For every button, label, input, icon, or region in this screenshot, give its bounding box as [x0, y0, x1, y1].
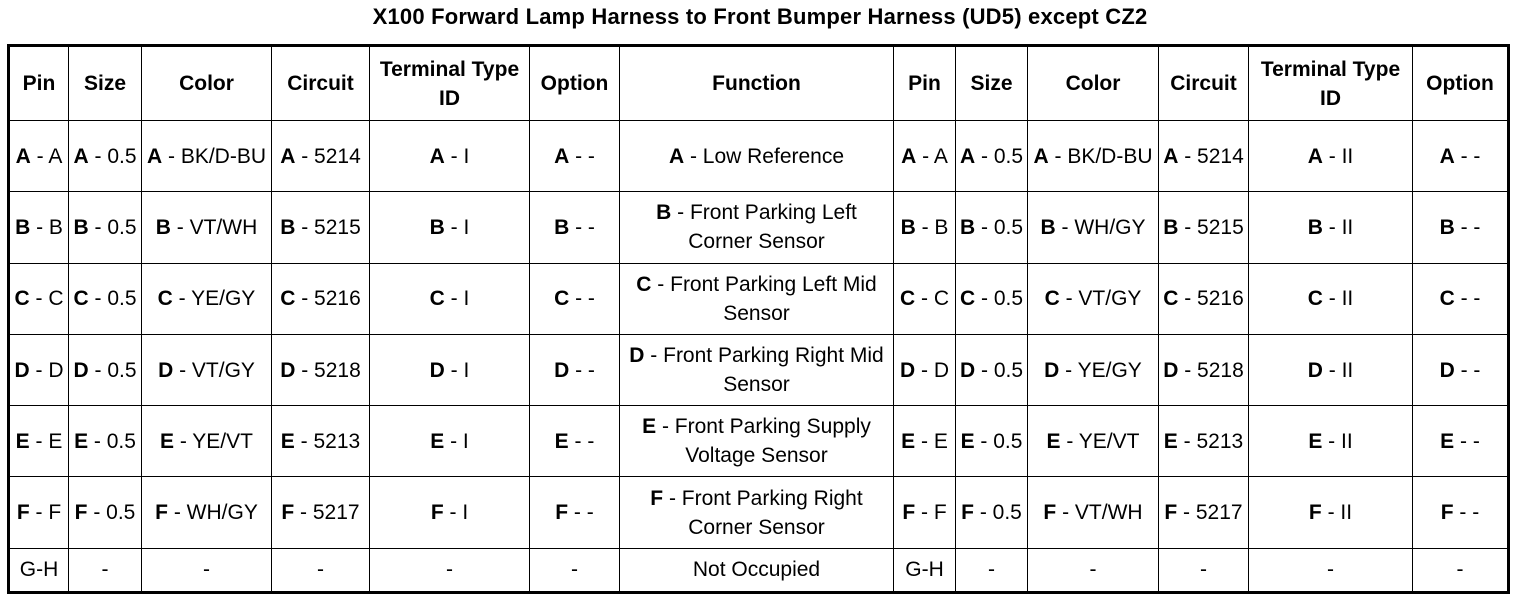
pin-cell-2 [894, 406, 956, 477]
cell-value: - 5218 [295, 358, 361, 382]
size-cell-2 [956, 192, 1028, 263]
pin-letter: C [959, 287, 976, 311]
cell-value: - - [569, 144, 595, 168]
option-cell-2 [1413, 192, 1509, 263]
pin-letter: E [1163, 429, 1178, 453]
cell-value: - Front Parking Left Corner Sensor [671, 201, 857, 254]
cell-value: - A [30, 144, 63, 168]
cell-value: - - [568, 429, 595, 453]
pin-letter: E [1440, 429, 1455, 453]
pin-letter: C [1163, 287, 1179, 311]
terminal-cell [370, 263, 530, 334]
cell-value: - Front Parking Right Mid Sensor [644, 344, 884, 397]
option-cell [530, 406, 620, 477]
circuit-cell [272, 263, 370, 334]
size-cell [69, 406, 142, 477]
cell-value: - D [915, 358, 949, 382]
pin-cell [9, 121, 69, 192]
cell-value: - 5216 [1178, 287, 1244, 311]
option-cell-2 [1413, 121, 1509, 192]
pin-letter: E [74, 429, 89, 453]
pin-letter: F [555, 501, 569, 525]
header-pin: Pin [9, 46, 69, 121]
pin-letter: C [429, 287, 445, 311]
pin-cell-2: G-H [894, 548, 956, 592]
option-cell [530, 192, 620, 263]
pin-cell-2 [894, 121, 956, 192]
pin-letter: E [280, 429, 295, 453]
function-cell: Not Occupied [620, 548, 894, 592]
pin-letter: B [15, 215, 31, 239]
cell-value: - - [1454, 358, 1481, 382]
cell-value: - YE/GY [1059, 358, 1142, 382]
cell-value: - 0.5 [88, 287, 137, 311]
cell-value: - - [569, 358, 595, 382]
pin-letter: C [73, 287, 89, 311]
circuit-cell-2 [1159, 121, 1249, 192]
cell-value: - WH/GY [168, 501, 258, 525]
terminal-cell-2 [1249, 263, 1413, 334]
pin-letter: C [554, 287, 570, 311]
pin-cell-2 [894, 263, 956, 334]
pin-cell [9, 477, 69, 548]
pin-letter: A [1163, 144, 1179, 168]
terminal-cell [370, 192, 530, 263]
pin-letter: E [642, 415, 657, 439]
cell-value: - Front Parking Supply Voltage Sensor [656, 415, 871, 468]
pin-letter: E [160, 429, 175, 453]
pin-letter: B [900, 215, 916, 239]
pin-letter: B [429, 215, 445, 239]
cell-value: - D [29, 358, 64, 382]
pin-letter: C [14, 287, 30, 311]
table-row [9, 192, 1509, 263]
pin-letter: B [1040, 215, 1056, 239]
circuit-cell: - [272, 548, 370, 592]
circuit-cell [272, 192, 370, 263]
pin-letter: A [554, 144, 570, 168]
pin-letter: C [1439, 287, 1455, 311]
pin-letter: F [1440, 501, 1454, 525]
header-pin-2: Pin [894, 46, 956, 121]
cell-value: - Front Parking Left Mid Sensor [651, 272, 877, 325]
cell-value: - 0.5 [88, 144, 137, 168]
circuit-cell [272, 121, 370, 192]
cell-value: - II [1322, 287, 1354, 311]
pin-letter: A [15, 144, 31, 168]
pin-letter: C [1044, 287, 1060, 311]
color-cell [142, 121, 272, 192]
header-size: Size [69, 46, 142, 121]
pin-cell [9, 406, 69, 477]
cell-value: - VT/WH [1056, 501, 1143, 525]
pin-letter: B [1307, 215, 1323, 239]
color-cell [142, 406, 272, 477]
header-color: Color [142, 46, 272, 121]
color-cell-2 [1028, 192, 1159, 263]
cell-value: - 0.5 [974, 429, 1023, 453]
option-cell-2: - [1413, 548, 1509, 592]
pin-letter: B [656, 201, 672, 225]
cell-value: - 0.5 [975, 215, 1024, 239]
pin-letter: E [1308, 429, 1323, 453]
option-cell-2 [1413, 406, 1509, 477]
cell-value: - VT/GY [173, 358, 255, 382]
pin-letter: F [902, 501, 916, 525]
cell-value: - II [1322, 358, 1354, 382]
cell-value: - WH/GY [1055, 215, 1146, 239]
pin-letter: A [1439, 144, 1455, 168]
pin-letter: E [960, 429, 975, 453]
circuit-cell-2 [1159, 477, 1249, 548]
pin-letter: E [15, 429, 30, 453]
cell-value: - 5218 [1178, 358, 1244, 382]
table-row [9, 121, 1509, 192]
cell-value: - Front Parking Right Corner Sensor [663, 486, 863, 539]
cell-value: - - [569, 287, 595, 311]
cell-value: - 0.5 [88, 358, 137, 382]
pin-letter: E [554, 429, 569, 453]
pin-letter: D [554, 358, 570, 382]
pin-letter: B [1163, 215, 1179, 239]
terminal-cell-2 [1249, 121, 1413, 192]
option-cell-2 [1413, 263, 1509, 334]
size-cell-2 [956, 121, 1028, 192]
circuit-cell-2 [1159, 334, 1249, 405]
pin-letter: A [1307, 144, 1323, 168]
cell-value: - E [29, 429, 63, 453]
cell-value: - II [1322, 144, 1354, 168]
pin-letter: A [146, 144, 163, 168]
cell-value: - A [916, 144, 948, 168]
cell-value: - BK/D-BU [162, 144, 266, 168]
page-title: X100 Forward Lamp Harness to Front Bumper Harness (UD5) except CZ2 [372, 4, 1148, 29]
cell-value: - I [443, 501, 469, 525]
circuit-cell [272, 406, 370, 477]
cell-value: - 5217 [294, 501, 360, 525]
color-cell: - [142, 548, 272, 592]
color-cell-2 [1028, 477, 1159, 548]
pin-letter: B [1439, 215, 1455, 239]
circuit-cell-2 [1159, 263, 1249, 334]
cell-value: - F [29, 501, 62, 525]
option-cell: - [530, 548, 620, 592]
option-cell-2 [1413, 477, 1509, 548]
function-cell [620, 477, 894, 548]
cell-value: - 0.5 [975, 287, 1024, 311]
terminal-cell-2 [1249, 334, 1413, 405]
function-cell [620, 192, 894, 263]
header-circuit: Circuit [272, 46, 370, 121]
pin-letter: F [281, 501, 295, 525]
cell-value: - B [915, 215, 949, 239]
color-cell [142, 263, 272, 334]
pin-letter: D [14, 358, 30, 382]
cell-value: - - [1454, 215, 1481, 239]
cell-value: - 0.5 [975, 144, 1024, 168]
pin-letter: F [1164, 501, 1178, 525]
table-row [9, 334, 1509, 405]
terminal-cell-2 [1249, 192, 1413, 263]
color-cell [142, 192, 272, 263]
pin-letter: B [73, 215, 89, 239]
pin-letter: B [554, 215, 570, 239]
pin-cell [9, 263, 69, 334]
header-function: Function [620, 46, 894, 121]
function-cell [620, 121, 894, 192]
cell-value: - I [444, 358, 470, 382]
cell-value: - I [444, 144, 470, 168]
cell-value: - II [1322, 429, 1353, 453]
pin-letter: F [650, 486, 664, 510]
pin-letter: B [959, 215, 976, 239]
cell-value: - Low Reference [684, 144, 845, 168]
cell-value: - E [915, 429, 948, 453]
cell-value: - 0.5 [88, 215, 137, 239]
pin-letter: A [959, 144, 976, 168]
cell-value: - 5215 [1178, 215, 1244, 239]
pin-cell-2 [894, 477, 956, 548]
cell-value: - C [29, 287, 64, 311]
terminal-cell-2 [1249, 477, 1413, 548]
cell-value: - - [569, 215, 595, 239]
size-cell [69, 334, 142, 405]
terminal-cell-2 [1249, 406, 1413, 477]
pin-letter: F [16, 501, 30, 525]
pin-letter: D [1439, 358, 1455, 382]
harness-table [7, 44, 1510, 594]
size-cell [69, 121, 142, 192]
cell-value: - II [1321, 501, 1353, 525]
cell-value: - 0.5 [975, 358, 1024, 382]
cell-value: - 5215 [295, 215, 361, 239]
cell-value: - - [1454, 144, 1481, 168]
header-color-2: Color [1028, 46, 1159, 121]
pin-letter: D [73, 358, 89, 382]
header-size-2: Size [956, 46, 1028, 121]
cell-value: - BK/D-BU [1048, 144, 1153, 168]
terminal-cell [370, 477, 530, 548]
pin-letter: C [1307, 287, 1323, 311]
cell-value: - II [1322, 215, 1354, 239]
cell-value: - I [444, 287, 470, 311]
cell-value: - YE/VT [1060, 429, 1140, 453]
cell-value: - 5214 [1178, 144, 1244, 168]
size-cell-2: - [956, 548, 1028, 592]
cell-value: - - [568, 501, 594, 525]
table-row [9, 477, 1509, 548]
size-cell-2 [956, 406, 1028, 477]
pin-letter: A [429, 144, 445, 168]
pin-cell-2 [894, 334, 956, 405]
option-cell [530, 263, 620, 334]
pin-letter: C [636, 272, 652, 296]
cell-value: - - [1454, 429, 1480, 453]
pin-letter: F [430, 501, 444, 525]
size-cell [69, 477, 142, 548]
cell-value: - 5214 [295, 144, 361, 168]
cell-value: - - [1453, 501, 1480, 525]
circuit-cell [272, 334, 370, 405]
pin-letter: D [900, 358, 916, 382]
cell-value: - YE/GY [172, 287, 256, 311]
size-cell: - [69, 548, 142, 592]
pin-letter: F [74, 501, 88, 525]
cell-value: - C [915, 287, 949, 311]
pin-letter: C [280, 287, 296, 311]
terminal-cell [370, 121, 530, 192]
size-cell-2 [956, 263, 1028, 334]
size-cell-2 [956, 334, 1028, 405]
cell-value: - I [444, 429, 469, 453]
pin-letter: A [1033, 144, 1049, 168]
pin-letter: D [1307, 358, 1323, 382]
terminal-cell [370, 334, 530, 405]
color-cell-2 [1028, 334, 1159, 405]
pin-letter: A [280, 144, 296, 168]
pin-cell [9, 192, 69, 263]
circuit-cell-2 [1159, 406, 1249, 477]
pin-letter: F [155, 501, 168, 525]
pin-cell [9, 334, 69, 405]
cell-value: - B [30, 215, 63, 239]
cell-value: - 0.5 [87, 501, 136, 525]
cell-value: - 5213 [294, 429, 361, 453]
pin-cell-2 [894, 192, 956, 263]
option-cell-2 [1413, 334, 1509, 405]
cell-value: - 5216 [295, 287, 361, 311]
pin-letter: E [901, 429, 916, 453]
color-cell-2 [1028, 406, 1159, 477]
pin-letter: F [961, 501, 974, 525]
cell-value: - VT/WH [170, 215, 258, 239]
pin-letter: F [1043, 501, 1057, 525]
cell-value: - - [1454, 287, 1481, 311]
pin-letter: B [155, 215, 171, 239]
pin-letter: C [157, 287, 173, 311]
header-terminal-type-id: Terminal Type ID [370, 46, 530, 121]
pin-letter: B [280, 215, 296, 239]
circuit-cell-2: - [1159, 548, 1249, 592]
header-option-2: Option [1413, 46, 1509, 121]
cell-value: - YE/VT [174, 429, 253, 453]
pin-letter: D [158, 358, 174, 382]
option-cell [530, 477, 620, 548]
header-option: Option [530, 46, 620, 121]
pin-letter: E [1046, 429, 1061, 453]
header-circuit-2: Circuit [1159, 46, 1249, 121]
terminal-cell-2: - [1249, 548, 1413, 592]
cell-value: - I [444, 215, 470, 239]
table-row-not-occupied [9, 548, 1509, 592]
table-row [9, 406, 1509, 477]
pin-letter: E [430, 429, 445, 453]
pin-letter: A [901, 144, 917, 168]
cell-value: - 0.5 [88, 429, 136, 453]
pin-letter: D [629, 344, 645, 368]
color-cell [142, 477, 272, 548]
pin-letter: A [73, 144, 89, 168]
cell-value: - 0.5 [973, 501, 1022, 525]
cell-value: - 5217 [1177, 501, 1243, 525]
pin-letter: D [429, 358, 445, 382]
header-row [9, 46, 1509, 121]
circuit-cell-2 [1159, 192, 1249, 263]
size-cell [69, 263, 142, 334]
pin-letter: D [959, 358, 976, 382]
header-terminal-type-id-2: Terminal Type ID [1249, 46, 1413, 121]
pin-letter: D [280, 358, 296, 382]
function-cell [620, 334, 894, 405]
function-cell [620, 406, 894, 477]
size-cell [69, 192, 142, 263]
terminal-cell: - [370, 548, 530, 592]
cell-value: - VT/GY [1059, 287, 1142, 311]
pin-letter: D [1163, 358, 1179, 382]
color-cell-2 [1028, 121, 1159, 192]
cell-value: - F [915, 501, 947, 525]
size-cell-2 [956, 477, 1028, 548]
color-cell-2: - [1028, 548, 1159, 592]
table-row [9, 263, 1509, 334]
pin-letter: C [900, 287, 916, 311]
pin-letter: D [1044, 358, 1060, 382]
color-cell [142, 334, 272, 405]
option-cell [530, 334, 620, 405]
option-cell [530, 121, 620, 192]
function-cell [620, 263, 894, 334]
pin-letter: A [668, 144, 685, 168]
color-cell-2 [1028, 263, 1159, 334]
pin-cell: G-H [9, 548, 69, 592]
pin-letter: F [1308, 501, 1322, 525]
circuit-cell [272, 477, 370, 548]
terminal-cell [370, 406, 530, 477]
cell-value: - 5213 [1177, 429, 1244, 453]
